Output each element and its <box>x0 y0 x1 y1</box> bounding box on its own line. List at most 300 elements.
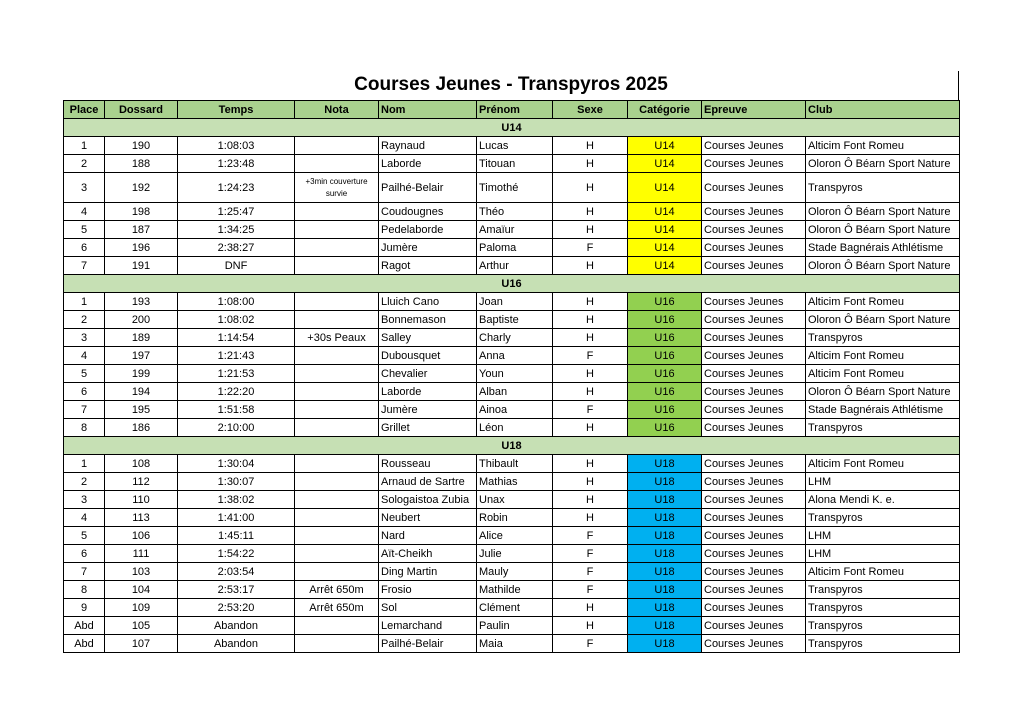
cell-epreuve: Courses Jeunes <box>702 473 806 491</box>
col-header-sexe: Sexe <box>553 101 628 119</box>
cell-place: 6 <box>64 545 105 563</box>
cell-prenom: Youn <box>477 365 553 383</box>
cell-epreuve: Courses Jeunes <box>702 527 806 545</box>
col-header-place: Place <box>64 101 105 119</box>
cell-epreuve: Courses Jeunes <box>702 329 806 347</box>
cell-sexe: H <box>553 311 628 329</box>
cell-temps: 2:53:17 <box>178 581 295 599</box>
table-row <box>64 383 960 401</box>
cell-nom: Coudougnes <box>379 203 477 221</box>
cell-dossard: 186 <box>105 419 178 437</box>
cell-sexe: H <box>553 383 628 401</box>
cell-sexe: H <box>553 221 628 239</box>
cell-sexe: F <box>553 545 628 563</box>
cell-place: 5 <box>64 365 105 383</box>
cell-sexe: H <box>553 617 628 635</box>
cell-nota: Arrêt 650m <box>295 599 379 617</box>
cell-dossard: 189 <box>105 329 178 347</box>
cell-categorie: U16 <box>628 293 702 311</box>
table-row <box>64 473 960 491</box>
cell-dossard: 113 <box>105 509 178 527</box>
cell-categorie: U16 <box>628 311 702 329</box>
cell-nom: Nard <box>379 527 477 545</box>
table-row <box>64 257 960 275</box>
cell-sexe: H <box>553 293 628 311</box>
table-row <box>64 527 960 545</box>
cell-nota <box>295 419 379 437</box>
cell-nota <box>295 257 379 275</box>
cell-categorie: U18 <box>628 581 702 599</box>
cell-categorie: U14 <box>628 155 702 173</box>
cell-sexe: F <box>553 239 628 257</box>
table-row <box>64 401 960 419</box>
cell-dossard: 111 <box>105 545 178 563</box>
cell-sexe: F <box>553 347 628 365</box>
table-row <box>64 347 960 365</box>
cell-prenom: Théo <box>477 203 553 221</box>
cell-sexe: H <box>553 155 628 173</box>
col-header-prenom: Prénom <box>477 101 553 119</box>
cell-nota <box>295 563 379 581</box>
cell-epreuve: Courses Jeunes <box>702 635 806 653</box>
cell-dossard: 193 <box>105 293 178 311</box>
cell-prenom: Clément <box>477 599 553 617</box>
cell-club: Transpyros <box>806 599 960 617</box>
section-label: U18 <box>64 437 960 455</box>
cell-categorie: U14 <box>628 239 702 257</box>
cell-nota <box>295 155 379 173</box>
cell-place: 2 <box>64 155 105 173</box>
cell-club: Alticim Font Romeu <box>806 347 960 365</box>
cell-epreuve: Courses Jeunes <box>702 599 806 617</box>
cell-prenom: Mathias <box>477 473 553 491</box>
table-row <box>64 509 960 527</box>
cell-categorie: U18 <box>628 599 702 617</box>
cell-categorie: U18 <box>628 509 702 527</box>
cell-nota <box>295 617 379 635</box>
header-row <box>64 101 960 119</box>
cell-club: Transpyros <box>806 617 960 635</box>
cell-categorie: U14 <box>628 257 702 275</box>
cell-sexe: H <box>553 137 628 155</box>
cell-prenom: Maia <box>477 635 553 653</box>
cell-dossard: 107 <box>105 635 178 653</box>
cell-epreuve: Courses Jeunes <box>702 221 806 239</box>
table-row <box>64 137 960 155</box>
cell-nom: Arnaud de Sartre <box>379 473 477 491</box>
cell-prenom: Anna <box>477 347 553 365</box>
cell-club: Oloron Ô Béarn Sport Nature <box>806 155 960 173</box>
cell-nom: Chevalier <box>379 365 477 383</box>
cell-epreuve: Courses Jeunes <box>702 455 806 473</box>
cell-temps: 1:41:00 <box>178 509 295 527</box>
cell-categorie: U14 <box>628 137 702 155</box>
cell-categorie: U14 <box>628 203 702 221</box>
cell-categorie: U18 <box>628 473 702 491</box>
cell-nota <box>295 509 379 527</box>
cell-nom: Laborde <box>379 383 477 401</box>
cell-epreuve: Courses Jeunes <box>702 347 806 365</box>
cell-place: 1 <box>64 293 105 311</box>
cell-prenom: Robin <box>477 509 553 527</box>
cell-club: Alticim Font Romeu <box>806 455 960 473</box>
cell-categorie: U18 <box>628 491 702 509</box>
cell-club: Transpyros <box>806 581 960 599</box>
cell-club: LHM <box>806 473 960 491</box>
table-row <box>64 635 960 653</box>
cell-place: 5 <box>64 527 105 545</box>
table-row <box>64 365 960 383</box>
cell-sexe: H <box>553 599 628 617</box>
cell-epreuve: Courses Jeunes <box>702 155 806 173</box>
cell-temps: 2:38:27 <box>178 239 295 257</box>
cell-club: Oloron Ô Béarn Sport Nature <box>806 257 960 275</box>
cell-epreuve: Courses Jeunes <box>702 419 806 437</box>
cell-categorie: U18 <box>628 635 702 653</box>
cell-club: Transpyros <box>806 419 960 437</box>
cell-temps: 1:24:23 <box>178 173 295 203</box>
cell-categorie: U14 <box>628 173 702 203</box>
cell-nota <box>295 473 379 491</box>
cell-epreuve: Courses Jeunes <box>702 617 806 635</box>
cell-club: Alticim Font Romeu <box>806 137 960 155</box>
section-row-u18 <box>64 437 960 455</box>
table-row <box>64 173 960 203</box>
cell-categorie: U16 <box>628 365 702 383</box>
table-row <box>64 491 960 509</box>
cell-club: Alticim Font Romeu <box>806 563 960 581</box>
section-label: U14 <box>64 119 960 137</box>
cell-temps: 2:53:20 <box>178 599 295 617</box>
table-row <box>64 203 960 221</box>
cell-club: LHM <box>806 527 960 545</box>
results-table <box>63 100 960 653</box>
cell-nom: Grillet <box>379 419 477 437</box>
cell-nota <box>295 347 379 365</box>
cell-temps: 1:08:03 <box>178 137 295 155</box>
cell-epreuve: Courses Jeunes <box>702 401 806 419</box>
cell-dossard: 197 <box>105 347 178 365</box>
cell-dossard: 190 <box>105 137 178 155</box>
cell-sexe: H <box>553 455 628 473</box>
cell-place: Abd <box>64 617 105 635</box>
cell-club: Stade Bagnérais Athlétisme <box>806 401 960 419</box>
cell-nota <box>295 401 379 419</box>
cell-prenom: Charly <box>477 329 553 347</box>
cell-nom: Raynaud <box>379 137 477 155</box>
col-header-categorie: Catégorie <box>628 101 702 119</box>
table-row <box>64 155 960 173</box>
cell-prenom: Joan <box>477 293 553 311</box>
cell-prenom: Ainoa <box>477 401 553 419</box>
cell-temps: 2:10:00 <box>178 419 295 437</box>
cell-place: 6 <box>64 239 105 257</box>
cell-sexe: H <box>553 203 628 221</box>
cell-nota <box>295 527 379 545</box>
cell-epreuve: Courses Jeunes <box>702 203 806 221</box>
cell-prenom: Léon <box>477 419 553 437</box>
cell-nom: Lemarchand <box>379 617 477 635</box>
table-row <box>64 419 960 437</box>
col-header-epreuve: Epreuve <box>702 101 806 119</box>
cell-prenom: Arthur <box>477 257 553 275</box>
cell-club: Alona Mendi K. e. <box>806 491 960 509</box>
cell-nota <box>295 311 379 329</box>
cell-place: 9 <box>64 599 105 617</box>
cell-epreuve: Courses Jeunes <box>702 173 806 203</box>
cell-epreuve: Courses Jeunes <box>702 257 806 275</box>
cell-nom: Ding Martin <box>379 563 477 581</box>
cell-temps: 1:21:53 <box>178 365 295 383</box>
table-row <box>64 293 960 311</box>
cell-place: 3 <box>64 329 105 347</box>
cell-temps: 1:30:04 <box>178 455 295 473</box>
cell-club: Alticim Font Romeu <box>806 293 960 311</box>
cell-sexe: F <box>553 401 628 419</box>
cell-temps: DNF <box>178 257 295 275</box>
cell-nom: Frosio <box>379 581 477 599</box>
cell-dossard: 187 <box>105 221 178 239</box>
cell-sexe: H <box>553 365 628 383</box>
cell-temps: Abandon <box>178 635 295 653</box>
cell-categorie: U18 <box>628 617 702 635</box>
col-header-nota: Nota <box>295 101 379 119</box>
cell-nom: Dubousquet <box>379 347 477 365</box>
cell-club: Stade Bagnérais Athlétisme <box>806 239 960 257</box>
cell-sexe: H <box>553 257 628 275</box>
cell-dossard: 104 <box>105 581 178 599</box>
cell-nom: Pailhé-Belair <box>379 635 477 653</box>
cell-prenom: Paloma <box>477 239 553 257</box>
cell-nota <box>295 203 379 221</box>
cell-sexe: F <box>553 581 628 599</box>
cell-categorie: U16 <box>628 419 702 437</box>
cell-dossard: 198 <box>105 203 178 221</box>
cell-temps: 1:38:02 <box>178 491 295 509</box>
cell-sexe: F <box>553 635 628 653</box>
cell-nota <box>295 137 379 155</box>
cell-nom: Pailhé-Belair <box>379 173 477 203</box>
cell-sexe: H <box>553 419 628 437</box>
cell-nota <box>295 491 379 509</box>
cell-nom: Ragot <box>379 257 477 275</box>
cell-club: Transpyros <box>806 635 960 653</box>
cell-nom: Salley <box>379 329 477 347</box>
cell-sexe: H <box>553 509 628 527</box>
cell-temps: 2:03:54 <box>178 563 295 581</box>
cell-prenom: Paulin <box>477 617 553 635</box>
cell-dossard: 188 <box>105 155 178 173</box>
cell-nota: +30s Peaux <box>295 329 379 347</box>
cell-nom: Jumère <box>379 239 477 257</box>
cell-categorie: U16 <box>628 401 702 419</box>
cell-nota <box>295 455 379 473</box>
cell-place: 8 <box>64 419 105 437</box>
cell-temps: 1:51:58 <box>178 401 295 419</box>
cell-epreuve: Courses Jeunes <box>702 563 806 581</box>
cell-epreuve: Courses Jeunes <box>702 239 806 257</box>
section-row-u16 <box>64 275 960 293</box>
cell-categorie: U16 <box>628 383 702 401</box>
cell-place: 8 <box>64 581 105 599</box>
cell-temps: 1:23:48 <box>178 155 295 173</box>
cell-club: Alticim Font Romeu <box>806 365 960 383</box>
cell-prenom: Amaïur <box>477 221 553 239</box>
cell-prenom: Mauly <box>477 563 553 581</box>
cell-categorie: U18 <box>628 563 702 581</box>
cell-dossard: 110 <box>105 491 178 509</box>
cell-prenom: Thibault <box>477 455 553 473</box>
cell-sexe: F <box>553 527 628 545</box>
vertical-divider <box>958 71 959 100</box>
cell-nom: Aït-Cheikh <box>379 545 477 563</box>
section-label: U16 <box>64 275 960 293</box>
cell-nota <box>295 239 379 257</box>
cell-temps: 1:08:00 <box>178 293 295 311</box>
cell-epreuve: Courses Jeunes <box>702 311 806 329</box>
cell-prenom: Titouan <box>477 155 553 173</box>
cell-place: 4 <box>64 203 105 221</box>
cell-nom: Sologaistoa Zubia <box>379 491 477 509</box>
table-row <box>64 455 960 473</box>
cell-temps: Abandon <box>178 617 295 635</box>
cell-temps: 1:08:02 <box>178 311 295 329</box>
table-row <box>64 221 960 239</box>
cell-epreuve: Courses Jeunes <box>702 509 806 527</box>
cell-place: 7 <box>64 563 105 581</box>
cell-categorie: U18 <box>628 527 702 545</box>
cell-temps: 1:54:22 <box>178 545 295 563</box>
cell-prenom: Alban <box>477 383 553 401</box>
cell-prenom: Timothé <box>477 173 553 203</box>
cell-temps: 1:25:47 <box>178 203 295 221</box>
cell-nota <box>295 221 379 239</box>
cell-place: 4 <box>64 509 105 527</box>
cell-place: 1 <box>64 137 105 155</box>
cell-dossard: 112 <box>105 473 178 491</box>
col-header-temps: Temps <box>178 101 295 119</box>
cell-epreuve: Courses Jeunes <box>702 137 806 155</box>
cell-temps: 1:30:07 <box>178 473 295 491</box>
table-row <box>64 545 960 563</box>
cell-epreuve: Courses Jeunes <box>702 545 806 563</box>
cell-dossard: 195 <box>105 401 178 419</box>
cell-nom: Rousseau <box>379 455 477 473</box>
cell-place: Abd <box>64 635 105 653</box>
cell-place: 7 <box>64 401 105 419</box>
cell-nom: Lluich Cano <box>379 293 477 311</box>
cell-dossard: 199 <box>105 365 178 383</box>
col-header-dossard: Dossard <box>105 101 178 119</box>
col-header-club: Club <box>806 101 960 119</box>
cell-place: 2 <box>64 473 105 491</box>
cell-place: 2 <box>64 311 105 329</box>
cell-place: 1 <box>64 455 105 473</box>
cell-categorie: U14 <box>628 221 702 239</box>
cell-temps: 1:14:54 <box>178 329 295 347</box>
cell-prenom: Julie <box>477 545 553 563</box>
cell-dossard: 109 <box>105 599 178 617</box>
cell-nota: +3min couverture survie <box>295 173 379 203</box>
cell-nom: Sol <box>379 599 477 617</box>
cell-nom: Laborde <box>379 155 477 173</box>
table-row <box>64 329 960 347</box>
cell-nom: Neubert <box>379 509 477 527</box>
cell-club: Transpyros <box>806 329 960 347</box>
cell-epreuve: Courses Jeunes <box>702 581 806 599</box>
cell-nota <box>295 383 379 401</box>
cell-dossard: 108 <box>105 455 178 473</box>
cell-club: Oloron Ô Béarn Sport Nature <box>806 383 960 401</box>
cell-sexe: H <box>553 473 628 491</box>
cell-prenom: Lucas <box>477 137 553 155</box>
table-row <box>64 581 960 599</box>
cell-club: Oloron Ô Béarn Sport Nature <box>806 203 960 221</box>
table-row <box>64 617 960 635</box>
cell-nom: Bonnemason <box>379 311 477 329</box>
cell-dossard: 200 <box>105 311 178 329</box>
cell-nom: Pedelaborde <box>379 221 477 239</box>
cell-sexe: F <box>553 563 628 581</box>
cell-epreuve: Courses Jeunes <box>702 491 806 509</box>
cell-club: Oloron Ô Béarn Sport Nature <box>806 221 960 239</box>
cell-sexe: H <box>553 329 628 347</box>
cell-dossard: 105 <box>105 617 178 635</box>
cell-place: 3 <box>64 173 105 203</box>
cell-place: 4 <box>64 347 105 365</box>
page-title: Courses Jeunes - Transpyros 2025 <box>354 74 668 95</box>
cell-temps: 1:34:25 <box>178 221 295 239</box>
cell-club: Transpyros <box>806 509 960 527</box>
cell-prenom: Unax <box>477 491 553 509</box>
cell-epreuve: Courses Jeunes <box>702 293 806 311</box>
cell-dossard: 194 <box>105 383 178 401</box>
table-row <box>64 239 960 257</box>
cell-place: 5 <box>64 221 105 239</box>
cell-categorie: U18 <box>628 455 702 473</box>
cell-nota <box>295 545 379 563</box>
cell-temps: 1:45:11 <box>178 527 295 545</box>
cell-prenom: Baptiste <box>477 311 553 329</box>
cell-dossard: 106 <box>105 527 178 545</box>
cell-categorie: U18 <box>628 545 702 563</box>
cell-sexe: H <box>553 173 628 203</box>
table-row <box>64 563 960 581</box>
cell-dossard: 192 <box>105 173 178 203</box>
cell-club: LHM <box>806 545 960 563</box>
cell-dossard: 196 <box>105 239 178 257</box>
cell-epreuve: Courses Jeunes <box>702 383 806 401</box>
cell-nota <box>295 635 379 653</box>
cell-sexe: H <box>553 491 628 509</box>
cell-club: Transpyros <box>806 173 960 203</box>
cell-place: 3 <box>64 491 105 509</box>
cell-nom: Jumère <box>379 401 477 419</box>
cell-temps: 1:22:20 <box>178 383 295 401</box>
cell-dossard: 191 <box>105 257 178 275</box>
cell-prenom: Alice <box>477 527 553 545</box>
cell-nota <box>295 293 379 311</box>
cell-prenom: Mathilde <box>477 581 553 599</box>
cell-dossard: 103 <box>105 563 178 581</box>
cell-temps: 1:21:43 <box>178 347 295 365</box>
cell-place: 6 <box>64 383 105 401</box>
cell-place: 7 <box>64 257 105 275</box>
table-row <box>64 599 960 617</box>
section-row-u14 <box>64 119 960 137</box>
col-header-nom: Nom <box>379 101 477 119</box>
table-row <box>64 311 960 329</box>
